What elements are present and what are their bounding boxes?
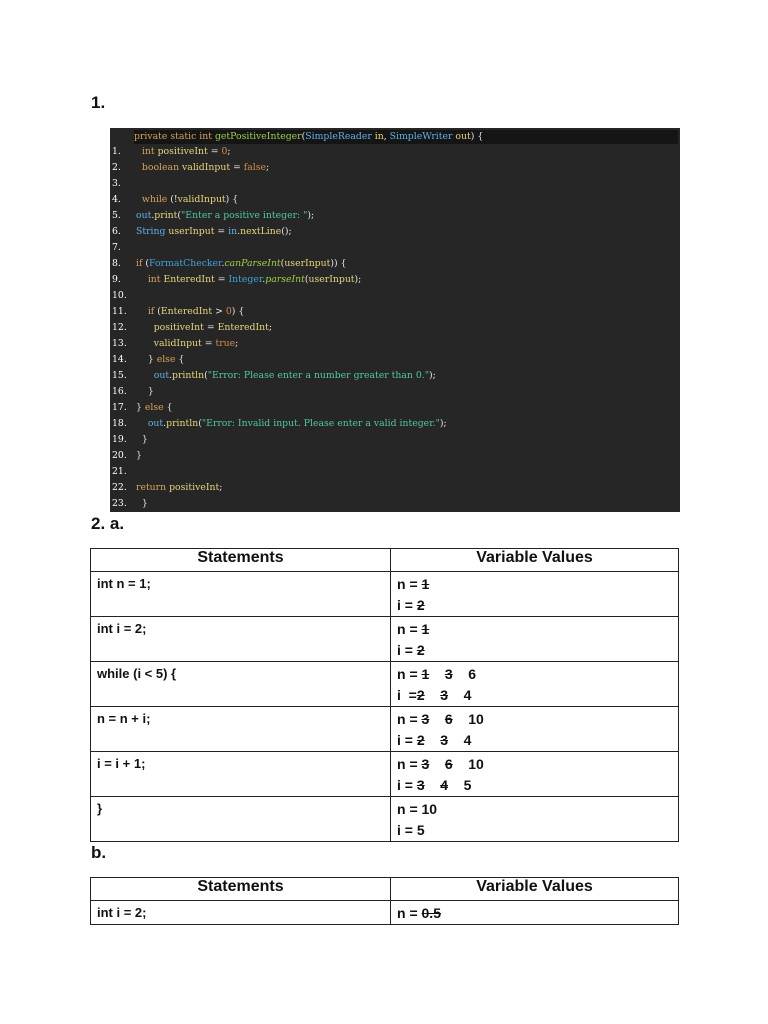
column-header-variable-values: Variable Values xyxy=(391,878,679,901)
code-token: int xyxy=(136,146,158,157)
code-line xyxy=(110,448,142,464)
variable-value-line xyxy=(397,709,672,730)
code-line xyxy=(110,224,292,240)
value-text: 6 xyxy=(452,666,477,682)
code-token: out xyxy=(136,370,170,381)
line-number: 11. xyxy=(112,306,127,317)
code-token: ( xyxy=(280,258,285,269)
code-token: EnteredInt xyxy=(163,274,215,285)
statement-cell: int n = 1; xyxy=(91,572,391,617)
variable-value-line xyxy=(397,820,672,841)
code-token: ; xyxy=(266,162,270,173)
crossed-out-value: 3 xyxy=(416,777,425,793)
statement-cell: while (i < 5) { xyxy=(91,662,391,707)
code-token: in xyxy=(374,131,384,142)
code-token: = xyxy=(214,274,229,285)
code-line xyxy=(110,160,269,176)
code-token: ; xyxy=(219,482,223,493)
line-number: 17. xyxy=(112,402,127,413)
code-token: { xyxy=(178,354,185,365)
code-token: nextLine xyxy=(240,226,282,237)
variable-values-cell xyxy=(391,797,679,842)
code-text xyxy=(136,400,173,416)
crossed-out-value: 4 xyxy=(440,777,449,793)
code-line xyxy=(110,320,272,336)
question-2a-label: 2. a. xyxy=(91,514,125,533)
code-token: = xyxy=(207,146,222,157)
question-2b-label: b. xyxy=(91,843,107,862)
code-text xyxy=(136,416,447,432)
code-line xyxy=(110,192,238,208)
code-token: int xyxy=(136,274,164,285)
code-token: . xyxy=(237,226,241,237)
code-token: (); xyxy=(281,226,292,237)
code-token: } xyxy=(136,402,145,413)
code-token: } xyxy=(136,498,148,509)
variable-trace-table-a xyxy=(90,548,679,842)
line-number: 6. xyxy=(112,226,121,237)
statement-cell: n = n + i; xyxy=(91,707,391,752)
variable-values-cell xyxy=(391,707,679,752)
code-text xyxy=(136,224,292,240)
code-token: canParseInt xyxy=(224,258,281,269)
code-text xyxy=(136,368,436,384)
code-method-signature xyxy=(134,130,678,144)
code-line xyxy=(110,368,436,384)
variable-value-line xyxy=(397,685,672,706)
code-token: if xyxy=(136,306,158,317)
code-token: ( xyxy=(304,274,309,285)
line-number: 10. xyxy=(112,290,127,301)
code-token: ( xyxy=(145,258,150,269)
statement-cell: i = i + 1; xyxy=(91,752,391,797)
code-token: userInput xyxy=(308,274,355,285)
value-text xyxy=(425,777,441,793)
code-token: ; xyxy=(227,146,231,157)
code-token: print xyxy=(154,210,178,221)
column-header-statements: Statements xyxy=(91,549,391,572)
statement-cell: } xyxy=(91,797,391,842)
code-token: "Error: Invalid input. Please enter a valid integer." xyxy=(201,418,440,429)
column-header-statements: Statements xyxy=(91,878,391,901)
code-text xyxy=(136,160,269,176)
code-token: } xyxy=(136,450,142,461)
code-text xyxy=(136,256,346,272)
code-token: } xyxy=(136,354,157,365)
code-token: ( xyxy=(204,370,208,381)
value-text: n = xyxy=(397,711,422,727)
line-number: 9. xyxy=(112,274,121,285)
line-number: 12. xyxy=(112,322,127,333)
code-token: boolean xyxy=(136,162,183,173)
code-token: > xyxy=(212,306,226,317)
crossed-out-value: 2 xyxy=(416,732,425,748)
code-token: ) { xyxy=(225,194,239,205)
code-text xyxy=(136,192,238,208)
code-text xyxy=(136,336,238,352)
code-token: else xyxy=(156,354,179,365)
code-token: in xyxy=(228,226,238,237)
code-token: 0 xyxy=(225,306,232,317)
code-token: else xyxy=(144,402,167,413)
code-line xyxy=(110,272,361,288)
value-text xyxy=(425,732,441,748)
variable-values-cell xyxy=(391,662,679,707)
value-text: 4 xyxy=(448,687,472,703)
code-token: SimpleReader xyxy=(305,131,375,142)
crossed-out-value: 1 xyxy=(421,576,430,592)
line-number: 22. xyxy=(112,482,127,493)
crossed-out-value: 1 xyxy=(421,666,430,682)
line-number: 8. xyxy=(112,258,121,269)
code-token: validInput xyxy=(182,162,231,173)
crossed-out-value: 2 xyxy=(416,687,425,703)
value-text: n = 10 xyxy=(397,801,438,817)
crossed-out-value: 3 xyxy=(421,756,430,772)
code-token: = xyxy=(203,322,218,333)
code-token: ( xyxy=(177,210,182,221)
code-line xyxy=(110,304,244,320)
code-token: true xyxy=(215,338,236,349)
code-token: ; xyxy=(268,322,273,333)
code-token: ); xyxy=(307,210,315,221)
code-line xyxy=(110,240,136,256)
crossed-out-value: 0.5 xyxy=(421,905,441,921)
value-text: 10 xyxy=(452,711,484,727)
variable-values-cell xyxy=(391,752,679,797)
code-token: . xyxy=(221,258,225,269)
code-token: FormatChecker xyxy=(149,258,222,269)
line-number: 14. xyxy=(112,354,127,365)
code-token: ); xyxy=(429,370,436,381)
line-number: 4. xyxy=(112,194,121,205)
variable-trace-table-b xyxy=(90,877,679,925)
code-token: (! xyxy=(170,194,178,205)
code-token: out xyxy=(136,210,152,221)
line-number: 5. xyxy=(112,210,121,221)
value-text: i = xyxy=(397,732,417,748)
crossed-out-value: 3 xyxy=(440,732,449,748)
code-token: , xyxy=(383,131,390,142)
table-row xyxy=(91,572,679,617)
crossed-out-value: 3 xyxy=(421,711,430,727)
value-text: i = xyxy=(397,777,417,793)
variable-values-cell xyxy=(391,617,679,662)
code-token: println xyxy=(166,418,199,429)
variable-value-line xyxy=(397,730,672,751)
value-text: n = xyxy=(397,756,422,772)
code-line xyxy=(110,464,136,480)
table-row xyxy=(91,662,679,707)
code-token: } xyxy=(136,386,154,397)
code-line xyxy=(110,480,222,496)
value-text: n = xyxy=(397,621,422,637)
code-token: . xyxy=(169,370,173,381)
value-text: n = xyxy=(397,666,422,682)
code-text xyxy=(136,208,314,224)
line-number: 18. xyxy=(112,418,127,429)
code-token: . xyxy=(262,274,266,285)
table-row xyxy=(91,797,679,842)
code-token: 0 xyxy=(221,146,228,157)
variable-value-line xyxy=(397,754,672,775)
crossed-out-value: 3 xyxy=(444,666,453,682)
variable-values-cell xyxy=(391,901,679,925)
code-token: private static int xyxy=(134,131,215,142)
crossed-out-value: 6 xyxy=(444,756,453,772)
line-number: 19. xyxy=(112,434,127,445)
value-text: 5 xyxy=(448,777,472,793)
code-token: . xyxy=(151,210,155,221)
variable-value-line xyxy=(397,619,672,640)
code-token: if xyxy=(136,258,146,269)
variable-value-line xyxy=(397,799,672,820)
code-token: "Enter a positive integer: " xyxy=(181,210,308,221)
crossed-out-value: 6 xyxy=(444,711,453,727)
code-token: SimpleWriter xyxy=(389,131,456,142)
value-text: 10 xyxy=(452,756,484,772)
line-number: 1. xyxy=(112,146,121,157)
variable-value-line xyxy=(397,664,672,685)
code-line xyxy=(110,384,154,400)
crossed-out-value: 3 xyxy=(440,687,449,703)
table-row xyxy=(91,617,679,662)
value-text: i = 5 xyxy=(397,822,425,838)
code-token: ); xyxy=(354,274,362,285)
code-line xyxy=(110,400,173,416)
code-text xyxy=(136,432,148,448)
crossed-out-value: 1 xyxy=(421,621,430,637)
value-text: i = xyxy=(397,597,417,613)
code-token: Integer xyxy=(228,274,263,285)
value-text xyxy=(429,756,445,772)
code-line xyxy=(110,208,314,224)
variable-value-line xyxy=(397,574,672,595)
crossed-out-value: 2 xyxy=(416,597,425,613)
code-token: ); xyxy=(439,418,447,429)
code-line xyxy=(110,496,148,512)
code-text xyxy=(136,480,222,496)
question-1-label: 1. xyxy=(91,93,106,112)
value-text xyxy=(429,666,445,682)
code-text xyxy=(136,496,148,512)
column-header-variable-values: Variable Values xyxy=(391,549,679,572)
code-line xyxy=(110,432,148,448)
code-text xyxy=(136,144,231,160)
code-block xyxy=(110,128,680,512)
code-token: while xyxy=(136,194,171,205)
code-text xyxy=(136,352,184,368)
variable-value-line xyxy=(397,640,672,661)
code-token: EnteredInt xyxy=(160,306,213,317)
code-text xyxy=(136,272,361,288)
line-number: 23. xyxy=(112,498,127,509)
code-text xyxy=(136,304,244,320)
line-number: 21. xyxy=(112,466,127,477)
code-token: = xyxy=(230,162,244,173)
code-token: positiveInt xyxy=(157,146,208,157)
line-number: 16. xyxy=(112,386,127,397)
code-token: } xyxy=(136,434,148,445)
value-text xyxy=(429,711,445,727)
code-token: = xyxy=(214,226,229,237)
code-token: . xyxy=(163,418,167,429)
code-token: validInput xyxy=(177,194,226,205)
code-line xyxy=(110,352,184,368)
code-token: userInput xyxy=(168,226,215,237)
code-token: ( xyxy=(198,418,202,429)
code-token: ( xyxy=(157,306,161,317)
line-number: 2. xyxy=(112,162,121,173)
value-text: n = xyxy=(397,905,422,921)
code-token: )) { xyxy=(330,258,347,269)
code-line xyxy=(110,288,136,304)
code-token: EnteredInt xyxy=(217,322,269,333)
code-token: parseInt xyxy=(265,274,305,285)
code-text xyxy=(136,384,154,400)
code-line xyxy=(110,176,136,192)
statement-cell: int i = 2; xyxy=(91,901,391,925)
variable-value-line xyxy=(397,903,672,924)
code-token: getPositiveInteger xyxy=(214,131,302,142)
statement-cell: int i = 2; xyxy=(91,617,391,662)
code-token: ( xyxy=(301,131,306,142)
code-text xyxy=(136,448,142,464)
code-text xyxy=(136,320,272,336)
table-row xyxy=(91,707,679,752)
value-text xyxy=(425,687,441,703)
code-token: "Error: Please enter a number greater than 0." xyxy=(207,370,430,381)
code-token: positiveInt xyxy=(136,322,204,333)
value-text: i = xyxy=(397,642,417,658)
code-token: validInput xyxy=(136,338,202,349)
code-line xyxy=(110,336,238,352)
value-text: i = xyxy=(397,687,417,703)
code-token: String xyxy=(136,226,169,237)
code-line xyxy=(110,416,447,432)
value-text: 4 xyxy=(448,732,472,748)
line-number: 3. xyxy=(112,178,121,189)
table-row xyxy=(91,901,679,925)
variable-value-line xyxy=(397,595,672,616)
code-line xyxy=(110,144,231,160)
line-number: 20. xyxy=(112,450,127,461)
code-token: ) { xyxy=(470,131,484,142)
code-token: = xyxy=(201,338,216,349)
code-token: ; xyxy=(235,338,239,349)
code-token: out xyxy=(136,418,164,429)
code-token: println xyxy=(172,370,205,381)
variable-values-cell xyxy=(391,572,679,617)
value-text: n = xyxy=(397,576,422,592)
code-token: out xyxy=(455,131,471,142)
line-number: 15. xyxy=(112,370,127,381)
crossed-out-value: 2 xyxy=(416,642,425,658)
code-token: false xyxy=(243,162,266,173)
code-token: userInput xyxy=(284,258,331,269)
code-line xyxy=(110,256,346,272)
code-token: ) { xyxy=(231,306,245,317)
code-token: positiveInt xyxy=(169,482,220,493)
code-token: { xyxy=(166,402,173,413)
variable-value-line xyxy=(397,775,672,796)
line-number: 7. xyxy=(112,242,121,253)
code-token: return xyxy=(136,482,170,493)
table-row xyxy=(91,752,679,797)
line-number: 13. xyxy=(112,338,127,349)
